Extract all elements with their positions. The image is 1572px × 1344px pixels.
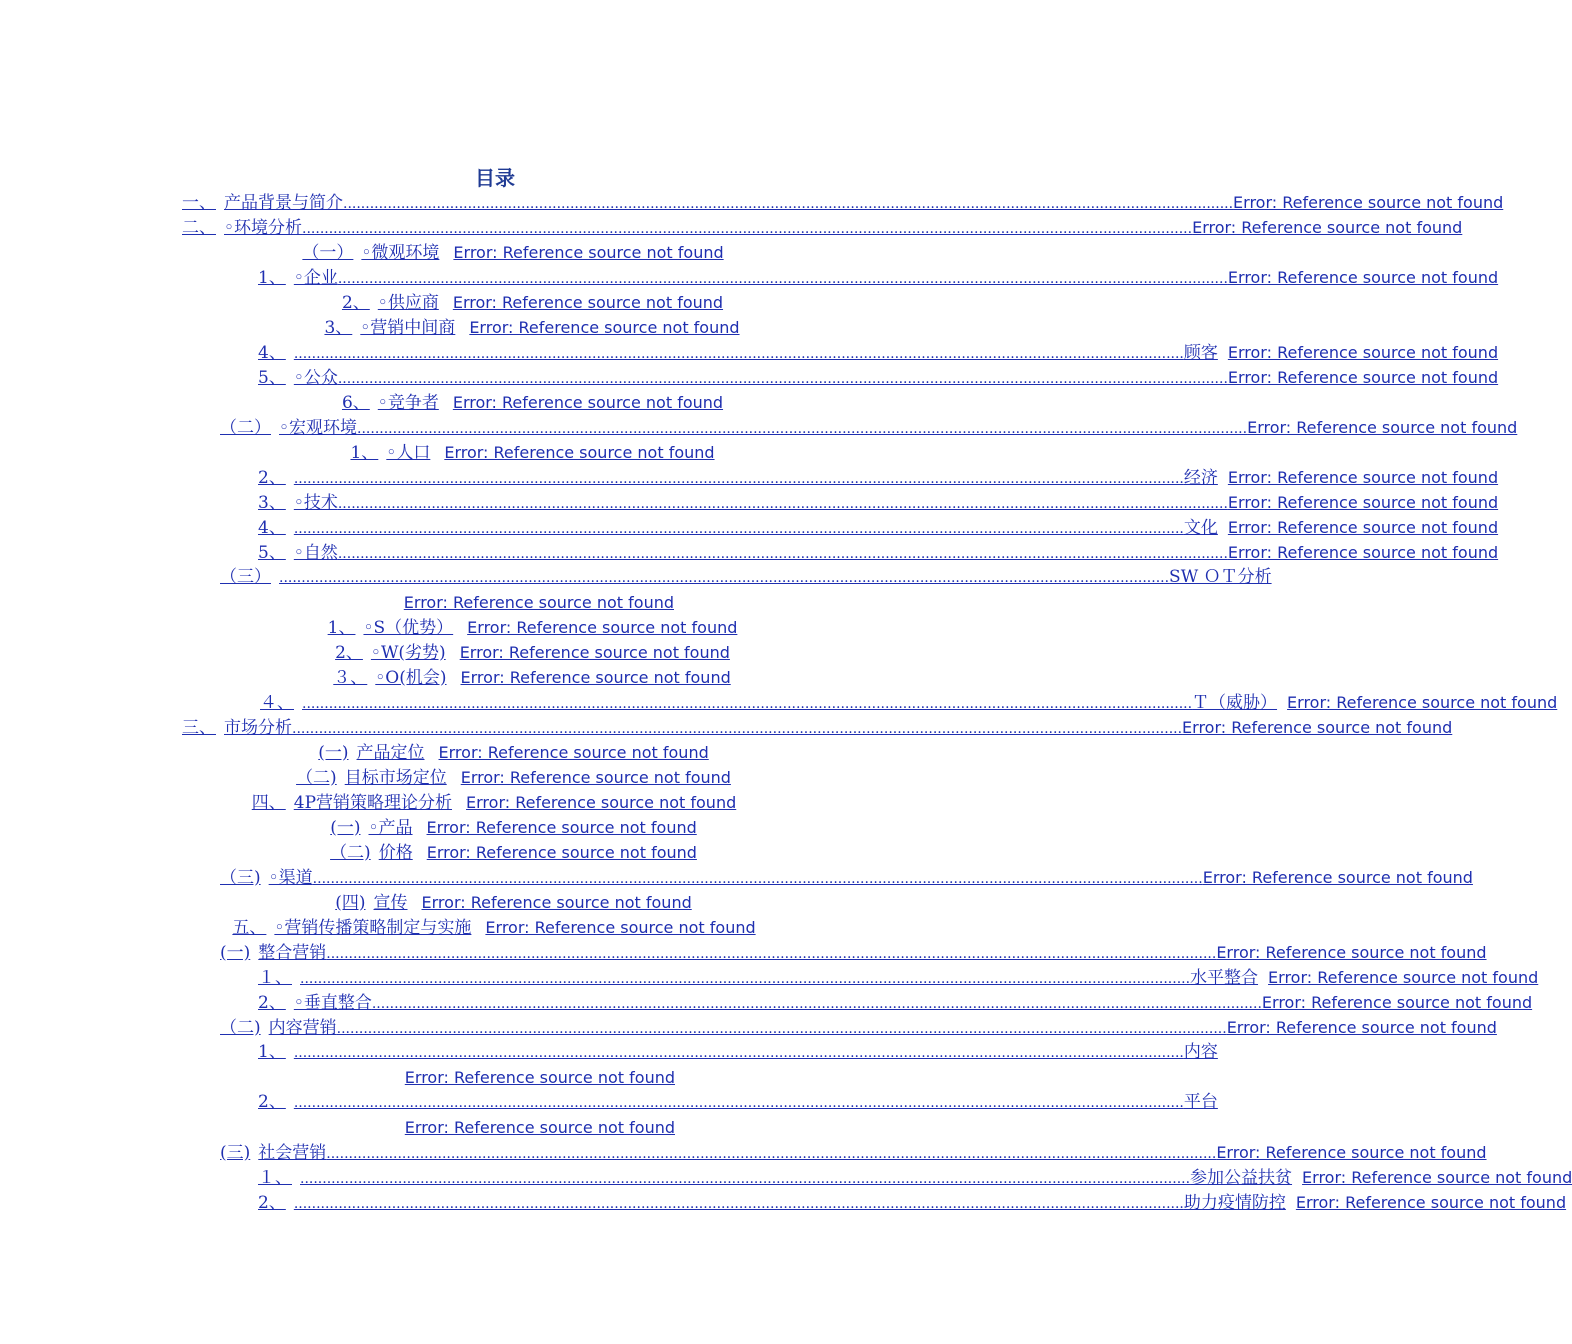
- toc-leader-dots: ........................................................................................................................................................................................................: [293, 521, 1184, 537]
- toc-leader-dots: ........................................................................................................................................................................................................: [343, 196, 1234, 212]
- toc-entry-title: SW ＯＴ分析: [1169, 567, 1272, 587]
- toc-entry[interactable]: [220, 1015, 1497, 1040]
- toc-entry-title: ◦渠道: [268, 868, 313, 888]
- toc-leader-dots: ........................................................................................................................................................................................................: [337, 546, 1228, 562]
- toc-leader-dots: ........................................................................................................................................................................................................: [293, 1196, 1184, 1212]
- toc-entry-number: １、: [258, 1168, 292, 1188]
- toc-entry-title: 内容营销: [268, 1018, 337, 1038]
- toc-entry-number: 6、: [341, 393, 370, 413]
- toc-leader-dots: ........................................................................................................................................................................................................: [293, 1095, 1184, 1111]
- toc-entry[interactable]: [258, 265, 1499, 290]
- toc-leader-dots: ........................................................................................................................................................................................................: [326, 1146, 1217, 1162]
- toc-entry-title: ◦公众: [293, 368, 338, 388]
- toc-page-reference: Error: Reference source not found: [426, 818, 697, 837]
- toc-entry-continuation[interactable]: [315, 590, 674, 615]
- toc-entry-title: 市场分析: [224, 718, 292, 738]
- toc-entry[interactable]: [306, 740, 721, 765]
- toc-entry[interactable]: [333, 665, 731, 690]
- toc-page-reference: Error: Reference source not found: [1268, 968, 1539, 987]
- toc-entry[interactable]: [258, 490, 1499, 515]
- toc-entry-number: （二): [330, 843, 371, 863]
- toc-page-reference: Error: Reference source not found: [485, 918, 756, 937]
- toc-entry[interactable]: [258, 340, 1499, 365]
- toc-entry-number: (四): [335, 893, 366, 913]
- toc-entry-number: (三): [220, 1143, 251, 1163]
- toc-leader-dots: ........................................................................................................................................................................................................: [293, 346, 1184, 362]
- toc-entry[interactable]: [352, 440, 713, 465]
- toc-entry-number: 2、: [258, 468, 286, 488]
- toc-entry-number: (一): [330, 818, 361, 838]
- toc-page-reference: Error: Reference source not found: [467, 618, 738, 637]
- toc-page-reference: Error: Reference source not found: [1302, 1168, 1572, 1187]
- toc-entry[interactable]: [258, 515, 1499, 540]
- toc-entry[interactable]: [327, 615, 738, 640]
- toc-page-reference: Error: Reference source not found: [1182, 718, 1453, 737]
- toc-entry-number: （二): [220, 1018, 261, 1038]
- toc-leader-dots: ........................................................................................................................................................................................................: [292, 721, 1183, 737]
- toc-entry-title: ◦O(机会): [375, 668, 447, 688]
- toc-entry-title: 目标市场定位: [344, 768, 447, 788]
- toc-page-reference: Error: Reference source not found: [444, 443, 715, 462]
- toc-entry-title: 4P营销策略理论分析: [293, 793, 453, 813]
- toc-entry-title: 产品定位: [356, 743, 425, 763]
- toc-entry[interactable]: [342, 290, 723, 315]
- toc-entry-number: 4、: [258, 518, 286, 538]
- toc-leader-dots: ........................................................................................................................................................................................................: [357, 421, 1248, 437]
- toc-entry-title: ◦垂直整合: [293, 993, 372, 1013]
- toc-entry-number: 3、: [258, 493, 286, 513]
- toc-entry-title: Ｔ（威胁）: [1192, 693, 1278, 713]
- toc-page-reference: Error: Reference source not found: [421, 893, 692, 912]
- toc-page-reference: Error: Reference source not found: [466, 793, 737, 812]
- toc-leader-dots: ........................................................................................................................................................................................................: [293, 1045, 1184, 1061]
- toc-entry-title: 水平整合: [1190, 968, 1259, 988]
- toc-entry-title: ◦产品: [368, 818, 413, 838]
- toc-entry-title: ◦S（优势）: [363, 618, 454, 638]
- toc-page-reference: Error: Reference source not found: [404, 1068, 675, 1087]
- toc-entry-number: 1、: [258, 1042, 286, 1062]
- toc-entry[interactable]: [325, 890, 702, 915]
- toc-entry-number: 3、: [324, 318, 353, 338]
- toc-entry-number: ４、: [260, 693, 294, 713]
- toc-entry-title: ◦供应商: [377, 293, 439, 313]
- toc-entry-number: （一）: [302, 243, 354, 263]
- toc-page-reference: Error: Reference source not found: [469, 318, 740, 337]
- toc-page-reference: Error: Reference source not found: [1216, 943, 1487, 962]
- toc-leader-dots: ........................................................................................................................................................................................................: [337, 496, 1228, 512]
- toc-entry-title: ◦技术: [293, 493, 338, 513]
- toc-entry[interactable]: [258, 540, 1499, 565]
- toc-page-reference: Error: Reference source not found: [459, 643, 730, 662]
- toc-page-reference: Error: Reference source not found: [1227, 268, 1499, 287]
- toc-entry[interactable]: [335, 640, 730, 665]
- toc-page-reference: Error: Reference source not found: [1261, 993, 1533, 1012]
- toc-entry[interactable]: [182, 715, 1453, 740]
- toc-entry-number: 4、: [258, 343, 286, 363]
- toc-entry-number: 2、: [258, 1193, 286, 1213]
- toc-page-reference: Error: Reference source not found: [1227, 368, 1499, 387]
- toc-entry-number: 1、: [327, 618, 356, 638]
- toc-entry[interactable]: [220, 565, 1272, 590]
- toc-entry-title: 社会营销: [258, 1143, 327, 1163]
- toc-leader-dots: ........................................................................................................................................................................................................: [300, 971, 1191, 987]
- toc-entry-title: ◦微观环境: [361, 243, 440, 263]
- toc-page-reference: Error: Reference source not found: [1295, 1193, 1567, 1212]
- toc-entry[interactable]: [258, 990, 1533, 1015]
- toc-page-reference: Error: Reference source not found: [1233, 193, 1504, 212]
- toc-page-reference: Error: Reference source not found: [403, 593, 674, 612]
- toc-entry-number: （三）: [220, 567, 271, 587]
- toc-leader-dots: ........................................................................................................................................................................................................: [293, 471, 1184, 487]
- toc-entry-number: 一、: [182, 193, 216, 213]
- toc-entry-number: 5、: [258, 543, 286, 563]
- toc-entry-title: 顾客: [1183, 343, 1218, 363]
- toc-page-reference: Error: Reference source not found: [1226, 1018, 1497, 1037]
- toc-entry-number: 5、: [258, 368, 286, 388]
- toc-page-reference: Error: Reference source not found: [1227, 518, 1499, 537]
- toc-entry-number: (一): [220, 943, 251, 963]
- toc-entry-number: 2、: [258, 1092, 286, 1112]
- toc-page-reference: Error: Reference source not found: [1216, 1143, 1487, 1162]
- toc-entry-number: 2、: [335, 643, 363, 663]
- toc-entry[interactable]: [322, 315, 742, 340]
- toc-entry-number: 2、: [341, 293, 370, 313]
- toc-page-reference: Error: Reference source not found: [1287, 693, 1558, 712]
- toc-leader-dots: ........................................................................................................................................................................................................: [336, 1021, 1227, 1037]
- toc-leader-dots: ........................................................................................................................................................................................................: [300, 1171, 1191, 1187]
- toc-page-reference: Error: Reference source not found: [438, 743, 709, 762]
- toc-entry-number: （二): [296, 768, 337, 788]
- toc-entry-number: 1、: [258, 268, 286, 288]
- toc-page-reference: Error: Reference source not found: [1227, 468, 1499, 487]
- toc-entry[interactable]: [258, 1165, 1572, 1190]
- toc-entry[interactable]: [287, 765, 740, 790]
- toc-entry-title: ◦W(劣势): [370, 643, 446, 663]
- toc-entry-title: ◦宏观环境: [279, 418, 358, 438]
- toc-entry[interactable]: [342, 390, 723, 415]
- toc-page-reference: Error: Reference source not found: [452, 393, 724, 412]
- toc-entry-title: 参加公益扶贫: [1190, 1168, 1293, 1188]
- toc-entry-title: ◦人口: [386, 443, 431, 463]
- toc-entry-title: ◦营销中间商: [360, 318, 456, 338]
- toc-entry-title: 平台: [1183, 1092, 1218, 1112]
- toc-entry-title: ◦企业: [293, 268, 338, 288]
- toc-entry[interactable]: [220, 940, 1487, 965]
- toc-entry-continuation[interactable]: [352, 1065, 675, 1090]
- toc-leader-dots: ........................................................................................................................................................................................................: [279, 570, 1170, 586]
- toc-entry-number: 2、: [258, 993, 286, 1013]
- toc-page-reference: Error: Reference source not found: [460, 768, 731, 787]
- toc-entry-number: 三、: [182, 718, 216, 738]
- toc-entry-number: 四、: [251, 793, 286, 813]
- toc-entry[interactable]: [258, 465, 1499, 490]
- toc-entry[interactable]: [220, 415, 1518, 440]
- toc-page-reference: Error: Reference source not found: [1247, 418, 1518, 437]
- toc-entry[interactable]: [325, 840, 702, 865]
- toc-page-reference: Error: Reference source not found: [1227, 343, 1499, 362]
- toc-leader-dots: ........................................................................................................................................................................................................: [302, 696, 1193, 712]
- toc-entry-title: 内容: [1183, 1042, 1218, 1062]
- toc-page-reference: Error: Reference source not found: [426, 843, 697, 862]
- toc-entry[interactable]: [258, 965, 1539, 990]
- toc-entry-number: 二、: [182, 218, 216, 238]
- toc-entry[interactable]: [222, 915, 766, 940]
- toc-entry[interactable]: [234, 790, 754, 815]
- toc-entry[interactable]: [182, 190, 1504, 215]
- toc-entry[interactable]: [182, 215, 1463, 240]
- toc-page-reference: Error: Reference source not found: [452, 293, 724, 312]
- toc-entry-title: ◦自然: [293, 543, 338, 563]
- toc-page-reference: Error: Reference source not found: [1227, 543, 1499, 562]
- toc-entry[interactable]: [258, 1190, 1567, 1215]
- toc-entry-continuation[interactable]: [352, 1115, 675, 1140]
- toc-leader-dots: ........................................................................................................................................................................................................: [312, 871, 1203, 887]
- toc-entry[interactable]: [258, 1040, 1218, 1065]
- toc-entry-title: 产品背景与简介: [224, 193, 343, 213]
- toc-entry-title: 经济: [1183, 468, 1218, 488]
- toc-entry[interactable]: [260, 690, 1558, 715]
- toc-leader-dots: ........................................................................................................................................................................................................: [337, 271, 1228, 287]
- toc-entry[interactable]: [325, 815, 702, 840]
- toc-entry-title: ◦环境分析: [224, 218, 303, 238]
- toc-entry-number: （三): [220, 868, 261, 888]
- toc-entry-title: 文化: [1183, 518, 1218, 538]
- toc-entry-number: （二）: [220, 418, 271, 438]
- toc-entry[interactable]: [258, 1090, 1218, 1115]
- toc-entry-number: 五、: [232, 918, 267, 938]
- toc-page-reference: Error: Reference source not found: [453, 243, 724, 262]
- toc-entry-number: 1、: [350, 443, 379, 463]
- toc-page-reference: Error: Reference source not found: [1227, 493, 1499, 512]
- toc-entry[interactable]: [258, 365, 1499, 390]
- toc-page-reference: Error: Reference source not found: [1192, 218, 1463, 237]
- toc-leader-dots: ........................................................................................................................................................................................................: [326, 946, 1217, 962]
- toc-page-reference: Error: Reference source not found: [460, 668, 731, 687]
- toc-title: 目录: [475, 166, 515, 190]
- toc-leader-dots: ........................................................................................................................................................................................................: [337, 371, 1228, 387]
- toc-leader-dots: ........................................................................................................................................................................................................: [302, 221, 1193, 237]
- toc-page-reference: Error: Reference source not found: [1202, 868, 1473, 887]
- toc-entry-number: １、: [258, 968, 292, 988]
- toc-entry-title: 价格: [378, 843, 413, 863]
- toc-entry[interactable]: [302, 240, 724, 265]
- toc-entry-title: 整合营销: [258, 943, 327, 963]
- toc-leader-dots: ........................................................................................................................................................................................................: [371, 996, 1262, 1012]
- toc-entry-title: 宣传: [373, 893, 408, 913]
- toc-entry-title: ◦竞争者: [377, 393, 439, 413]
- toc-page-reference: Error: Reference source not found: [404, 1118, 675, 1137]
- toc-entry-number: ３、: [333, 668, 368, 688]
- toc-entry[interactable]: [220, 1140, 1487, 1165]
- toc-entry[interactable]: [220, 865, 1473, 890]
- toc-entry-title: 助力疫情防控: [1183, 1193, 1286, 1213]
- toc-entry-title: ◦营销传播策略制定与实施: [274, 918, 472, 938]
- toc-entry-number: (一): [318, 743, 349, 763]
